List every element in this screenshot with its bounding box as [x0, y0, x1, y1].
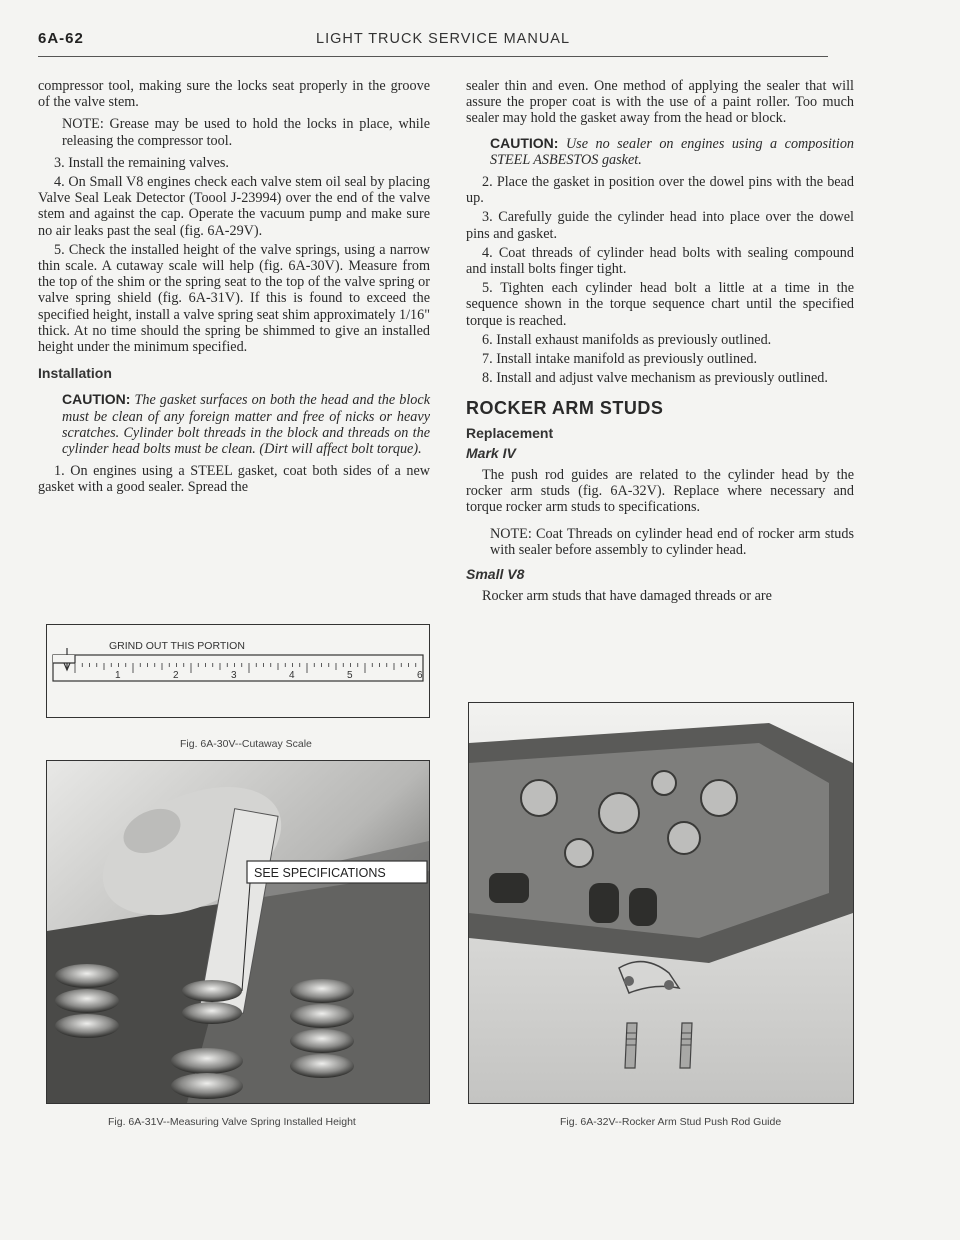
right-column — [466, 78, 854, 607]
caution-text: Use no sealer on engines using a composition STEEL ASBESTOS gasket. — [490, 135, 855, 168]
figure-cutaway-scale — [46, 624, 430, 718]
scale-number: 4 — [289, 670, 295, 681]
note: NOTE: Grease may be used to hold the locks in place, while releasing the compressor tool. — [62, 116, 430, 149]
installation-heading: Installation — [38, 365, 112, 382]
caution-label: CAUTION: — [62, 391, 131, 408]
page-header — [38, 30, 828, 57]
step: 1. On engines using a STEEL gasket, coat both sides of a new gasket with a good sealer. Spread the — [38, 463, 430, 496]
page-title: LIGHT TRUCK SERVICE MANUAL — [316, 31, 571, 47]
small-v8-heading: Small V8 — [466, 566, 525, 583]
scale-number: 2 — [173, 670, 179, 681]
paragraph: compressor tool, making sure the locks seat properly in the groove of the valve stem. — [38, 78, 430, 111]
see-specifications-label: SEE SPECIFICATIONS — [254, 866, 386, 880]
step: 7. Install intake manifold as previously outlined. — [482, 351, 758, 368]
valve-spring-photo — [47, 761, 429, 1103]
caution — [62, 391, 430, 457]
scale-number: 3 — [231, 670, 237, 681]
fig-30-caption: Fig. 6A-30V--Cutaway Scale — [180, 738, 312, 750]
step: 3. Carefully guide the cylinder head into place over the dowel pins and gasket. — [466, 209, 854, 242]
page-number: 6A-62 — [38, 30, 84, 47]
section-heading: ROCKER ARM STUDS — [466, 398, 664, 419]
step: 2. Place the gasket in position over the dowel pins with the bead up. — [466, 174, 854, 207]
figure-rocker-arm-photo — [468, 702, 854, 1104]
fig-32-caption-text: Fig. 6A-32V--Rocker Arm Stud Push Rod Guide — [560, 1116, 782, 1128]
figure-valve-spring-photo — [46, 760, 430, 1104]
caution — [490, 135, 854, 168]
scale-number: 5 — [347, 670, 353, 681]
rocker-arm-photo — [469, 703, 853, 1103]
caution-text: The gasket surfaces on both the head and the block must be clean of any foreign matter and free of nicks or heavy scratches. Cylinder bolt threads in the block and threads on the cylinder head bolts must be clean. (Dirt will affect bolt torque). — [62, 392, 430, 458]
step: 4. Coat threads of cylinder head bolts with sealing compound and install bolts finger tight. — [466, 244, 854, 278]
cutaway-scale-drawing — [47, 625, 429, 717]
step: 5. Check the installed height of the valve springs, using a narrow thin scale. A cutaway scale will help (fig. 6A-30V). Measure from the top of the shim or the spring seat to the top of the valve spring or valve spring shield (fig. 6A-31V). If this is found to exceed the specified height, install a valve spring seat shim approximately 1/16" thick. At no time should the spring be shimmed to give an installed height under the minimum specified. — [38, 241, 430, 356]
paragraph: The push rod guides are related to the cylinder head by the rocker arm studs (fig. 6A-32V). Replace where necessary and torque rocker arm studs to specifications. — [466, 467, 854, 516]
fig-31-caption: Fig. 6A-31V--Measuring Valve Spring Installed Height — [108, 1116, 356, 1128]
note: NOTE: Coat Threads on cylinder head end of rocker arm studs with sealer before assembly to cylinder head. — [490, 525, 854, 558]
left-column — [38, 78, 430, 499]
paragraph: sealer thin and even. One method of applying the sealer that will assure the proper coat is with the use of a paint roller. Too much sealer may hold the gasket away from the head or block. — [466, 78, 854, 127]
caution-label: CAUTION: — [490, 134, 559, 151]
replacement-heading: Replacement — [466, 424, 554, 441]
step: 4. On Small V8 engines check each valve stem oil seal by placing Valve Seal Leak Detector (Toool J-23994) over the end of the valve stem and against the cap. Operate the vacuum pump and make sure no air leaks past the seal (fig. 6A-29V). — [38, 174, 430, 239]
mark-iv-heading: Mark IV — [466, 444, 516, 461]
step: 3. Install the remaining valves. — [54, 154, 229, 171]
step: 5. Tighten each cylinder head bolt a little at a time in the sequence shown in the torque sequence chart until the specified torque is reached. — [466, 280, 854, 329]
step: 6. Install exhaust manifolds as previously outlined. — [482, 331, 772, 348]
step: 8. Install and adjust valve mechanism as previously outlined. — [482, 370, 828, 387]
grind-label: GRIND OUT THIS PORTION — [109, 640, 245, 652]
scale-number: 1 — [115, 670, 121, 681]
fig-32-caption — [560, 1116, 781, 1128]
scale-number: 6 — [417, 670, 423, 681]
paragraph: Rocker arm studs that have damaged threads or are — [482, 588, 772, 605]
